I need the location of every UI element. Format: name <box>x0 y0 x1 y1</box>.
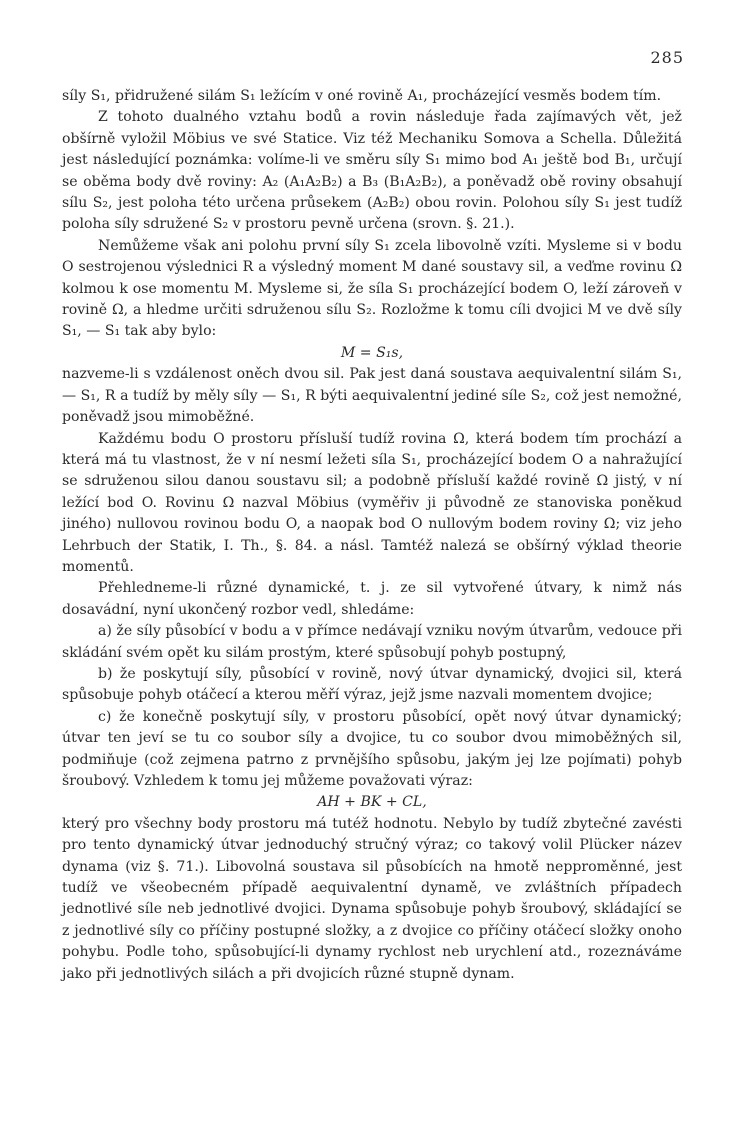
page-number: 285 <box>650 48 684 67</box>
paragraph-1: síly S₁, přidružené silám S₁ ležícím v oné rovině A₁, procházející vesměs bodem tím. <box>62 88 662 104</box>
paragraph-6: Přehledneme-li různé dynamické, t. j. ze sil vytvořené útvary, k nimž nás dosavádní, nyní ukončený rozbor vedl, shledáme: <box>62 580 682 618</box>
paragraph-3: Nemůžeme však ani polohu první síly S₁ zcela libovolně vzíti. Mysleme si v bodu O sestrojenou výslednici R a výsledný moment M dané soustavy sil, a veďme rovinu Ω kolmou k ose momentu M. Mysleme si, že síla S₁ procházející bodem O, leží zároveň v rovině Ω, a hledme určiti sdruženou sílu S₂. Rozložme k tomu cíli dvojici M ve dvě síly S₁, — S₁ tak aby bylo: <box>62 237 682 340</box>
equation-moment: M = S₁s, <box>340 344 404 361</box>
body-text <box>62 86 682 985</box>
paragraph-4: nazveme-li s vzdálenost oněch dvou sil. Pak jest daná soustava aequivalentní silám S₁, — S₁, R a tudíž by měly síly — S₁, R býti aequivalentní jediné síle S₂, což jest nemožné, poněvadž jsou mimoběžné. <box>62 366 682 426</box>
list-item-b: b) že poskytují síly, působící v rovině, nový útvar dynamický, dvojici sil, která spůsobuje pohyb otáčecí a kterou měří výraz, jejž jsme nazvali momentem dvojice; <box>62 665 682 704</box>
paragraph-5: Každému bodu O prostoru přísluší tudíž rovina Ω, která bodem tím prochází a která má tu vlastnost, že v ní nesmí ležeti síla S₁, procházející bodem O a nahražující se sdruženou silou danou soustavu sil; a podobně přísluší každé rovině Ω jistý, v ní ležící bod O. Rovinu Ω nazval Möbius (vyměřiv ji původně ze stanoviska poněkud jiného) nullovou rovinou bodu O, a naopak bod O nullovým bodem roviny Ω; viz jeho Lehrbuch der Statik, I. Th., §. 84. a násl. Tamtéž nalezá se obšírný výklad theorie momentů. <box>62 430 682 575</box>
equation-dynama: AH + BK + CL, <box>317 794 427 811</box>
list-item-c: c) že konečně poskytují síly, v prostoru působící, opět nový útvar dynamický; útvar ten jeví se tu co soubor síly a dvojice, tu co soubor dvou mimoběžných sil, podmiňuje (což zejmena patrno z prvnějšího spůsobu, jakým jej lze pojímati) pohyb šroubový. Vzhledem k tomu jej můžeme považovati výraz: <box>62 708 682 789</box>
list-item-a: a) že síly působící v bodu a v přímce nedávají vzniku novým útvarům, vedouce při skládání svém opět ku silám prostým, které spůsobují pohyb postupný, <box>62 623 682 661</box>
paragraph-2: Z tohoto dualného vztahu bodů a rovin následuje řada zajímavých vět, jež obšírně vyložil Möbius ve své Statice. Viz též Mechaniku Somova a Schella. Důležitá jest následující poznámka: volíme-li ve směru síly S₁ mimo bod A₁ ještě bod B₁, určují se oběma body dvě roviny: A₂ (A₁A₂B₂) a B₃ (B₁A₂B₂), a poněvadž obě roviny obsahují sílu S₂, jest poloha této určena průsekem (A₂B₂) obou rovin. Polohou síly S₁ jest tudíž poloha síly sdružené S₂ v prostoru pevně určena (srovn. §. 21.). <box>62 109 682 233</box>
paragraph-final: který pro všechny body prostoru má tutéž hodnotu. Nebylo by tudíž zbytečné zavésti pro tento dynamický útvar jednoduchý stručný výraz; co takový volil Plücker název dynama (viz §. 71.). Libovolná soustava sil působících na hmotě nepproměnné, jest tudíž ve všeobecném případě aequivalentní dynamě, ve zvláštních případech jednotlivé síle neb jednotlivé dvojici. Dynama spůsobuje pohyb šroubový, skládající se z jednotlivé síly co příčiny postupné složky, a z dvojice co příčiny otáčecí složky onoho pohybu. Podle toho, spůsobující-li dynamy rychlost neb urychlení atd., rozeznáváme jako při jednotlivých silách a při dvojicích různé stupně dynam. <box>62 815 682 982</box>
